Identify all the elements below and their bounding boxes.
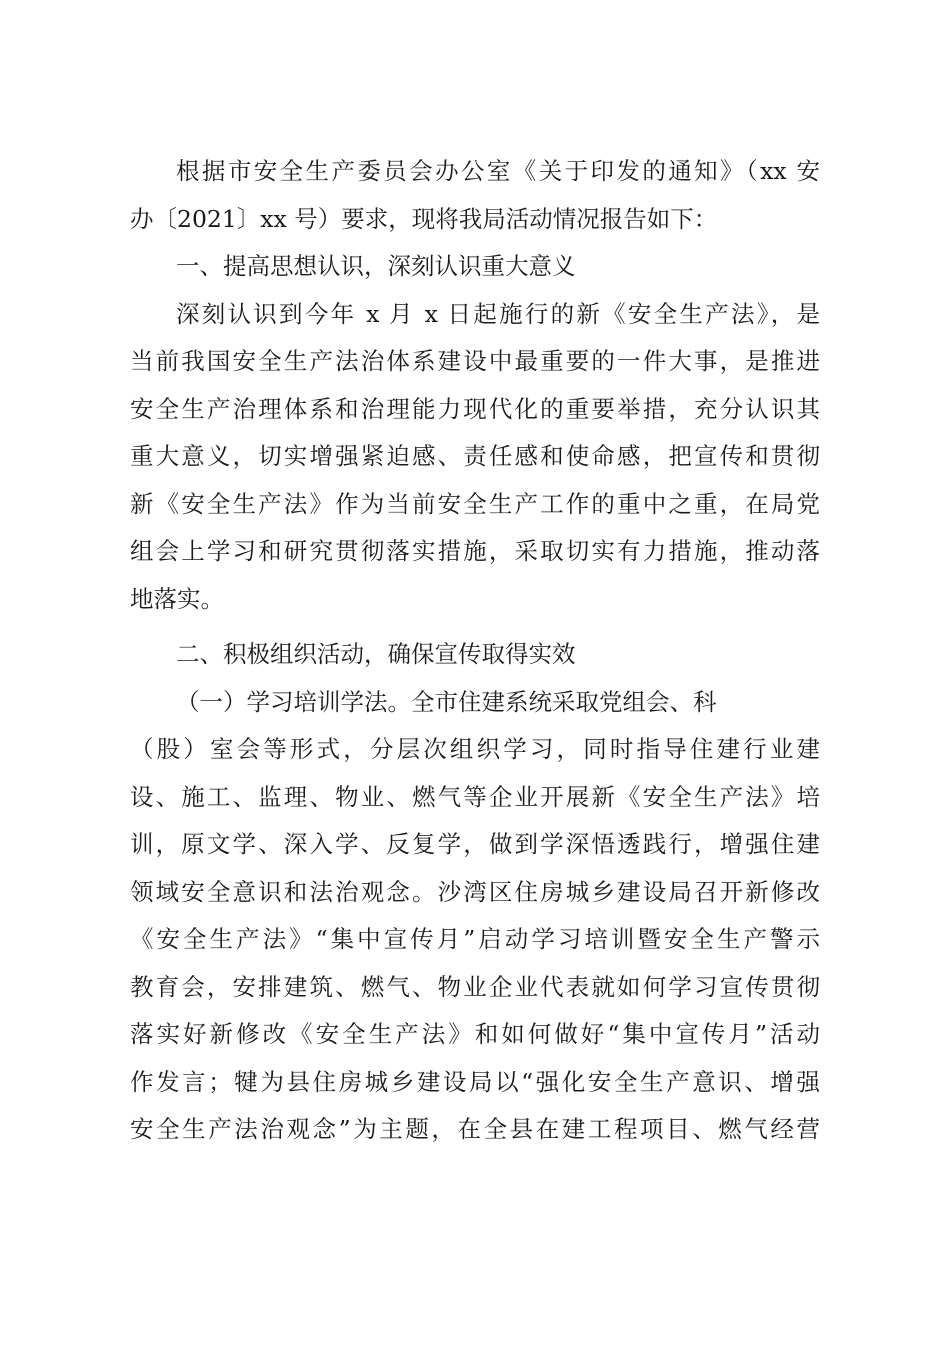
section-paragraph	[130, 291, 820, 624]
text-line: 训，原文学、深入学、反复学，做到学深悟透践行，增强住建	[130, 830, 820, 858]
section-heading: 一、提高思想认识，深刻认识重大意义	[176, 252, 576, 280]
text-line: 组会上学习和研究贯彻落实措施，采取切实有力措施，推动落	[130, 537, 820, 565]
text-line: 落实好新修改《安全生产法》和如何做好“集中宣传月”活动	[130, 1020, 820, 1048]
text-line: 深刻认识到今年 x 月 x 日起施行的新《安全生产法》，是	[176, 299, 820, 328]
text-line: 根据市安全生产委员会办公室《关于印发的通知》（xx 安	[176, 157, 820, 185]
section-heading: 二、积极组织活动，确保宣传取得实效	[176, 640, 576, 668]
text-line: 重大意义，切实增强紧迫感、责任感和使命感，把宣传和贯彻	[130, 442, 820, 470]
text-line: 领域安全意识和法治观念。沙湾区住房城乡建设局召开新修改	[130, 877, 820, 906]
text-line: 新《安全生产法》作为当前安全生产工作的重中之重，在局党	[130, 489, 820, 518]
text-line: 《安全生产法》“集中宣传月”启动学习培训暨安全生产警示	[130, 925, 820, 953]
text-line: 作发言；犍为县住房城乡建设局以“强化安全生产意识、增强	[130, 1067, 820, 1096]
text-line: （股）室会等形式，分层次组织学习，同时指导住建行业建	[130, 735, 820, 763]
text-line: （一）学习培训学法。全市住建系统采取党组会、科	[176, 687, 717, 716]
paragraph-gap	[130, 623, 820, 631]
text-line: 安全生产法治观念”为主题，在全县在建工程项目、燃气经营	[130, 1115, 820, 1143]
intro-paragraph	[130, 148, 820, 243]
text-line: 安全生产治理体系和治理能力现代化的重要举措，充分认识其	[130, 394, 820, 423]
text-line: 办〔2021〕xx 号）要求，现将我局活动情况报告如下：	[130, 204, 718, 233]
text-line: 地落实。	[130, 584, 224, 613]
document-body	[130, 148, 820, 1154]
section-paragraph	[130, 679, 820, 1154]
text-line: 设、施工、监理、物业、燃气等企业开展新《安全生产法》培	[130, 782, 820, 811]
text-line: 当前我国安全生产法治体系建设中最重要的一件大事，是推进	[130, 347, 820, 375]
text-line: 教育会，安排建筑、燃气、物业企业代表就如何学习宣传贯彻	[130, 972, 820, 1001]
